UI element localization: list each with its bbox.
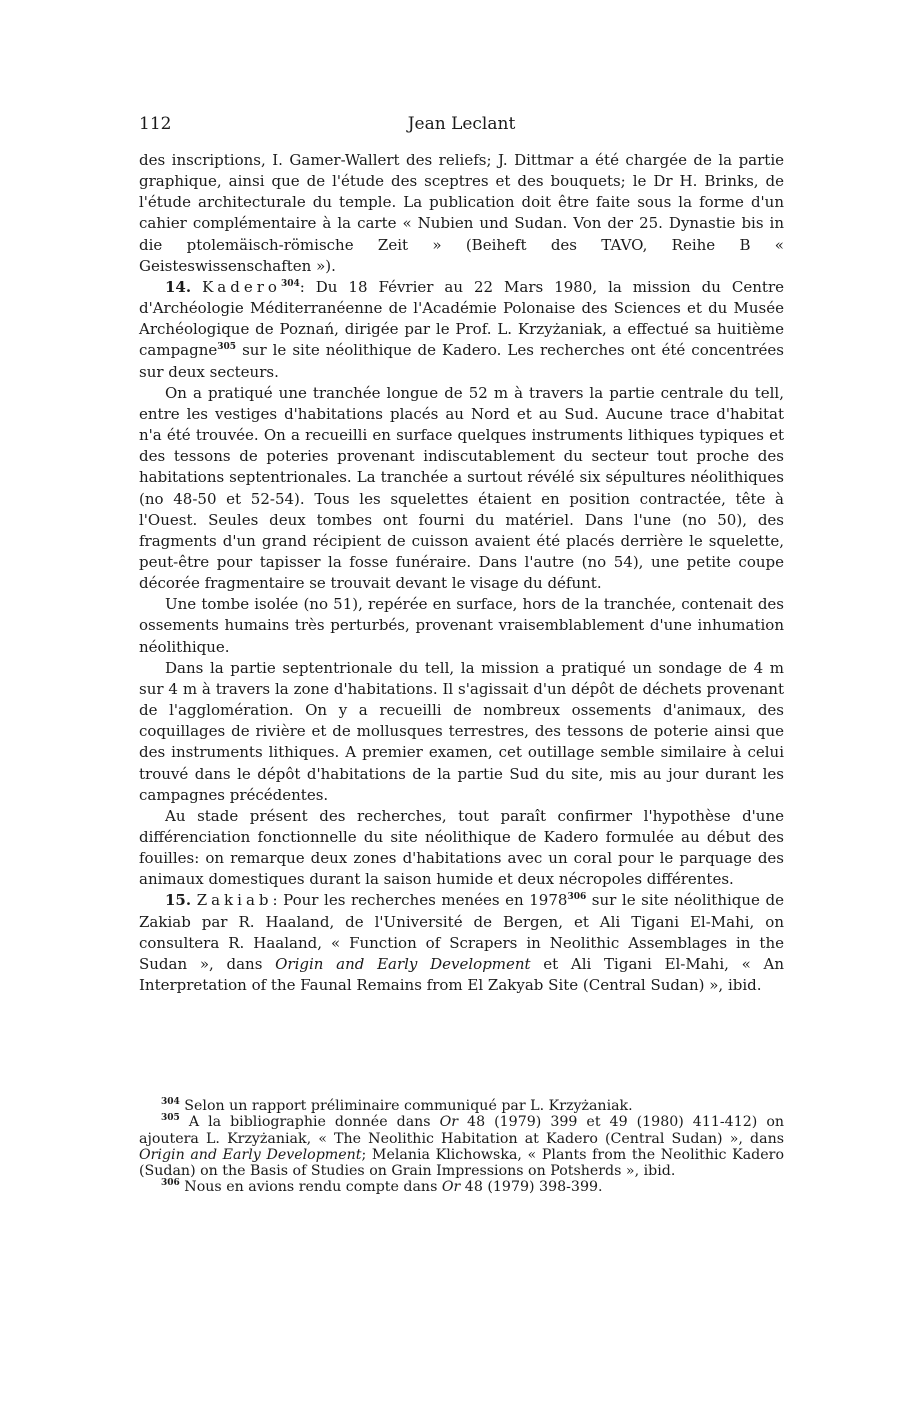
section-14-paragraph-5: Au stade présent des recherches, tout paraît confirmer l'hypothèse d'une différenciation fonctionnelle du site néolithique de Kadero formulée au début des fouilles: on remarque deux zones d'habitations avec un coral pour le parquage des animaux domestiques durant la saison humide et deux nécropoles différentes.	[139, 806, 784, 889]
intro-paragraph: des inscriptions, I. Gamer-Wallert des reliefs; J. Dittmar a été chargée de la partie graphique, ainsi que de l'étude des sceptres et des bouquets; le Dr H. Brinks, de l'étude architecturale du temple. La publication doit être faite sous la forme d'un cahier complémentaire à la carte « Nubien und Sudan. Von der 25. Dynastie bis in die ptolemäisch-römische Zeit » (Beiheft des TAVO, Reihe B « Geisteswissenschaften »).	[139, 151, 784, 275]
section-number: 14.	[165, 277, 192, 296]
main-text	[139, 150, 784, 996]
paragraph-text: sur le site néolithique de Zakiab par R. Haaland, de l'Université de Bergen, et Ali Tigani El-Mahi, on consultera R. Haaland, « Function of Scrapers in Neolithic Assemblages in the Sudan », dans	[139, 891, 784, 973]
paragraph-text: sur le site néolithique de Kadero. Les recherches ont été concentrées sur deux secteurs.	[139, 341, 784, 381]
footnote-306: $^{306}$ Nous en avions rendu compte dans Or 48 (1979) 398-399.	[161, 1178, 603, 1196]
paragraph-text: et Ali Tigani El-Mahi, « An Interpretation of the Faunal Remains from El Zakyab Site (Central Sudan) », ibid.	[139, 954, 784, 995]
section-15-paragraph: 15. Zakiab: Pour les recherches menées en 1978$^{306}$ sur le site néolithique de Zakiab par R. Haaland, de l'Université de Bergen, et Ali Tigani El-Mahi, on consultera R. Haaland, « Function of Scrapers in Neolithic Assemblages in the Sudan », dans Origin and Early Development et Ali Tigani El-Mahi, « An Interpretation of the Faunal Remains from El Zakyab Site (Central Sudan) », ibid.	[139, 891, 784, 995]
section-title: Zakiab	[196, 891, 273, 910]
footnote-number: 305	[161, 1113, 180, 1124]
section-14-paragraph-4: Dans la partie septentrionale du tell, la mission a pratiqué un sondage de 4 m sur 4 m à travers la zone d'habitations. Il s'agissait d'un dépôt de déchets provenant de l'agglomération. On y a recueilli de nombreux ossements d'animaux, des coquillages de rivière et de mollusques terrestres, des tessons de poterie ainsi que des instruments lithiques. A premier examen, cet outillage semble similaire à celui trouvé dans le dépôt d'habitations de la partie Sud du site, mis au jour durant les campagnes précédentes.	[139, 658, 784, 804]
footnote-305: $^{305}$ A la bibliographie donnée dans Or 48 (1979) 399 et 49 (1980) 411-412) on ajoutera L. Krzyżaniak, « The Neolithic Habitation at Kadero (Central Sudan) », dans Origin and Early Development; Melania Klichowska, « Plants from the Neolithic Kadero (Sudan) on the Basis of Studies on Grain Impressions on Potsherds », ibid.	[139, 1113, 784, 1180]
section-14-paragraph: 14. Kadero$^{304}$: Du 18 Février au 22 Mars 1980, la mission du Centre d'Archéologie Méditerranéenne de l'Académie Polonaise des Sciences et du Musée Archéologique de Poznań, dirigée par le Prof. L. Krzyżaniak, a effectué sa huitième campagne$^{305}$ sur le site néolithique de Kadero. Les recherches ont été concentrées sur deux secteurs.	[139, 277, 784, 381]
footnote-ref: 306	[567, 892, 587, 903]
page-number: 112	[139, 114, 172, 134]
running-header	[139, 114, 784, 136]
section-14-paragraph-3: Une tombe isolée (no 51), repérée en surface, hors de la tranchée, contenait des ossements humains très perturbés, provenant vraisemblablement d'une inhumation néolithique.	[139, 595, 784, 656]
footnote-number: 306	[161, 1178, 180, 1189]
section-title: Kadero	[202, 277, 281, 296]
running-title-author: Jean Leclant	[407, 114, 516, 134]
paragraph-text: Du 18 Février au 22 Mars 1980, la mission du Centre d'Archéologie Méditerranéenne de l'Académie Polonaise des Sciences et du Musée Archéologique de Poznań, dirigée par le Prof. L. Krzyżaniak, a effectué sa huitième campagne	[139, 277, 784, 360]
footnote-number: 304	[161, 1097, 180, 1107]
section-number: 15.	[165, 891, 192, 910]
footnote-ref: 304	[280, 278, 300, 289]
italic-title: Origin and Early Development	[275, 954, 531, 973]
footnote-ref: 305	[217, 342, 237, 353]
footnotes	[139, 1098, 784, 1196]
paragraph-text: Pour les recherches menées en 1978	[277, 891, 568, 910]
section-14-paragraph-2: On a pratiqué une tranchée longue de 52 m à travers la partie centrale du tell, entre les vestiges d'habitations placés au Nord et au Sud. Aucune trace d'habitat n'a été trouvée. On a recueilli en surface quelques instruments lithiques typiques et des tessons de poteries provenant indiscutablement du secteur tout proche des habitations septentrionales. La tranchée a surtout révélé six sépultures néolithiques (no 48-50 et 52-54). Tous les squelettes étaient en position contractée, tête à l'Ouest. Seules deux tombes ont fourni du matériel. Dans l'une (no 50), des fragments d'un grand récipient de cuisson avaient été placés derrière le squelette, peut-être pour tapisser la fosse funéraire. Dans l'autre (no 54), une petite coupe décorée fragmentaire se trouvait devant le visage du défunt.	[139, 383, 784, 593]
footnote-304: $^{304}$ Selon un rapport préliminaire communiqué par L. Krzyżaniak.	[161, 1097, 633, 1114]
